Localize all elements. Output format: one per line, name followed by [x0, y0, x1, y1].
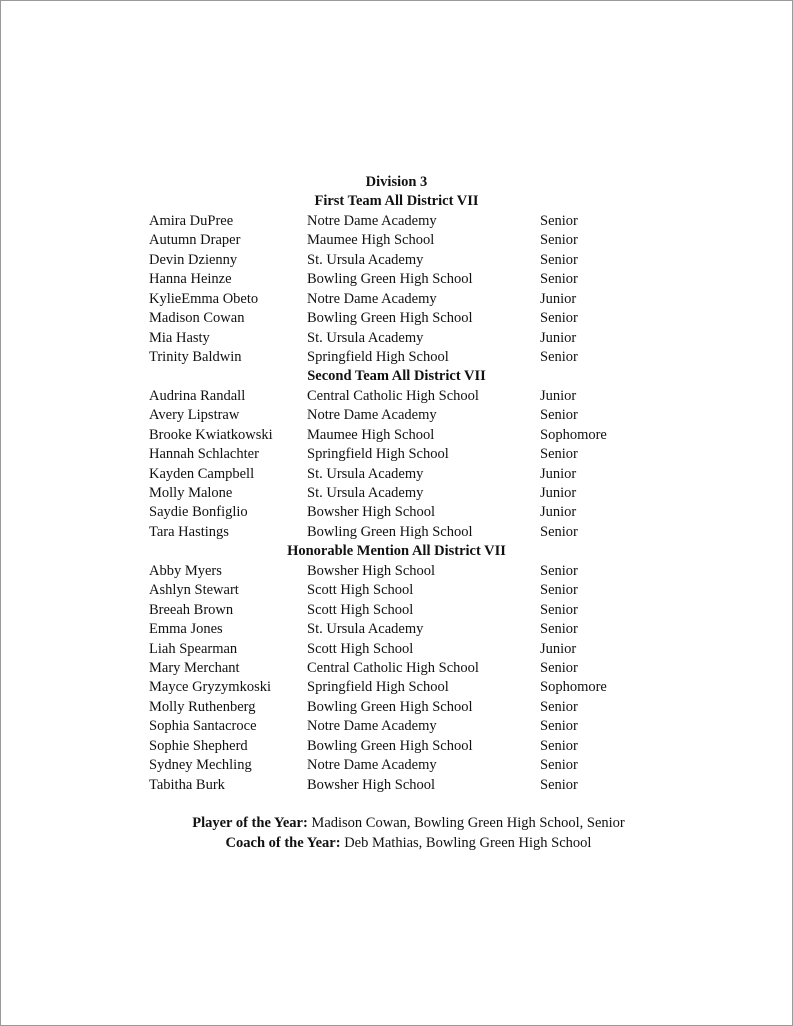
player-name: Hannah Schlachter — [149, 446, 259, 463]
player-row — [149, 601, 644, 620]
player-name: Sophie Shepherd — [149, 737, 248, 754]
player-school: Bowling Green High School — [307, 271, 473, 288]
player-school: Scott High School — [307, 601, 414, 618]
player-row — [149, 231, 644, 250]
player-year: Senior — [540, 698, 578, 715]
player-name: Emma Jones — [149, 621, 223, 638]
player-year: Senior — [540, 271, 578, 288]
player-school: St. Ursula Academy — [307, 251, 424, 268]
player-year: Senior — [540, 659, 578, 676]
player-year: Junior — [540, 290, 577, 307]
player-row — [149, 270, 644, 289]
player-name: Molly Ruthenberg — [149, 698, 256, 715]
player-row — [149, 348, 644, 367]
player-name: Avery Lipstraw — [149, 407, 240, 424]
player-year: Senior — [540, 523, 578, 540]
player-year: Senior — [540, 212, 578, 229]
section-title: Honorable Mention All District VII — [287, 543, 506, 560]
player-name: Devin Dzienny — [149, 251, 238, 268]
player-school: Maumee High School — [307, 232, 435, 249]
player-name: Mayce Gryzymkoski — [149, 679, 272, 696]
player-year: Junior — [540, 504, 577, 521]
player-row — [149, 620, 644, 639]
player-name: Autumn Draper — [149, 232, 241, 249]
player-year: Senior — [540, 601, 578, 618]
player-year: Senior — [540, 718, 578, 735]
player-year: Junior — [540, 387, 577, 404]
player-year: Junior — [540, 329, 577, 346]
player-year: Senior — [540, 348, 578, 365]
player-row — [149, 387, 644, 406]
player-name: Hanna Heinze — [149, 271, 232, 288]
player-name: Tara Hastings — [149, 523, 229, 540]
player-school: Notre Dame Academy — [307, 407, 437, 424]
player-year: Senior — [540, 407, 578, 424]
player-row — [149, 309, 644, 328]
player-school: Central Catholic High School — [307, 387, 479, 404]
player-year: Senior — [540, 582, 578, 599]
player-school: Notre Dame Academy — [307, 212, 437, 229]
player-row — [149, 581, 644, 600]
team-sections — [149, 192, 644, 795]
player-row — [149, 406, 644, 425]
player-school: Notre Dame Academy — [307, 718, 437, 735]
player-school: Bowling Green High School — [307, 310, 473, 327]
player-school: St. Ursula Academy — [307, 485, 424, 501]
player-year: Junior — [540, 465, 577, 482]
player-school: Maumee High School — [307, 426, 435, 443]
player-year: Senior — [540, 737, 578, 754]
player-school: Springfield High School — [307, 348, 449, 365]
player-row — [149, 465, 644, 484]
section-title: Second Team All District VII — [307, 368, 486, 385]
player-year: Senior — [540, 232, 578, 249]
spacer — [149, 795, 644, 814]
player-row — [149, 698, 644, 717]
player-name: Tabitha Burk — [149, 776, 225, 793]
player-school: Scott High School — [307, 582, 414, 599]
player-row — [149, 290, 644, 309]
player-row — [149, 503, 644, 522]
player-year: Senior — [540, 251, 578, 268]
player-year: Senior — [540, 621, 578, 638]
player-school: Scott High School — [307, 640, 414, 657]
player-year: Junior — [540, 485, 577, 501]
player-year: Sophomore — [540, 426, 607, 443]
player-year: Senior — [540, 757, 578, 774]
player-name: Mia Hasty — [149, 329, 210, 346]
player-school: Bowsher High School — [307, 504, 436, 521]
player-name: Abby Myers — [149, 562, 222, 579]
player-row — [149, 562, 644, 581]
player-school: Springfield High School — [307, 446, 449, 463]
all-district-list — [149, 173, 644, 853]
player-of-the-year-value: Madison Cowan, Bowling Green High School, Senior — [311, 815, 625, 832]
player-school: St. Ursula Academy — [307, 465, 424, 482]
division-title: Division 3 — [365, 174, 428, 190]
coach-of-the-year-label: Coach of the Year: — [225, 834, 341, 851]
player-school: Notre Dame Academy — [307, 757, 437, 774]
player-school: Bowsher High School — [307, 776, 436, 793]
player-year: Senior — [540, 446, 578, 463]
player-name: Mary Merchant — [149, 659, 240, 676]
coach-of-the-year — [173, 834, 644, 853]
player-name: Liah Spearman — [149, 640, 238, 657]
player-row — [149, 251, 644, 270]
section-title: First Team All District VII — [314, 193, 479, 210]
player-name: Kayden Campbell — [149, 465, 255, 482]
player-year: Senior — [540, 562, 578, 579]
player-row — [149, 484, 644, 503]
player-row — [149, 640, 644, 659]
player-name: Madison Cowan — [149, 310, 245, 327]
player-year: Senior — [540, 310, 578, 327]
player-name: Sophia Santacroce — [149, 718, 257, 735]
player-row — [149, 756, 644, 775]
player-row — [149, 426, 644, 445]
player-name: Brooke Kwiatkowski — [149, 426, 273, 443]
player-year: Sophomore — [540, 679, 607, 696]
coach-of-the-year-value: Deb Mathias, Bowling Green High School — [344, 834, 592, 851]
player-name: Sydney Mechling — [149, 757, 252, 774]
player-row — [149, 329, 644, 348]
player-name: Ashlyn Stewart — [149, 582, 239, 599]
player-row — [149, 659, 644, 678]
player-row — [149, 776, 644, 795]
player-of-the-year-label: Player of the Year: — [192, 815, 308, 832]
player-name: Breeah Brown — [149, 601, 234, 618]
player-of-the-year — [173, 814, 644, 833]
player-name: Saydie Bonfiglio — [149, 504, 248, 521]
player-row — [149, 523, 644, 542]
player-school: St. Ursula Academy — [307, 621, 424, 638]
player-school: Bowling Green High School — [307, 737, 473, 754]
player-row — [149, 212, 644, 231]
player-name: Audrina Randall — [149, 387, 246, 404]
player-year: Senior — [540, 776, 578, 793]
player-name: KylieEmma Obeto — [149, 290, 259, 307]
player-school: Springfield High School — [307, 679, 449, 696]
player-name: Amira DuPree — [149, 212, 234, 229]
player-school: Bowling Green High School — [307, 698, 473, 715]
player-school: Central Catholic High School — [307, 659, 479, 676]
player-row — [149, 445, 644, 464]
player-school: Bowling Green High School — [307, 523, 473, 540]
player-row — [149, 737, 644, 756]
player-school: Notre Dame Academy — [307, 290, 437, 307]
player-row — [149, 678, 644, 697]
player-name: Molly Malone — [149, 485, 233, 501]
player-name: Trinity Baldwin — [149, 348, 242, 365]
player-school: St. Ursula Academy — [307, 329, 424, 346]
player-row — [149, 717, 644, 736]
player-school: Bowsher High School — [307, 562, 436, 579]
player-year: Junior — [540, 640, 577, 657]
